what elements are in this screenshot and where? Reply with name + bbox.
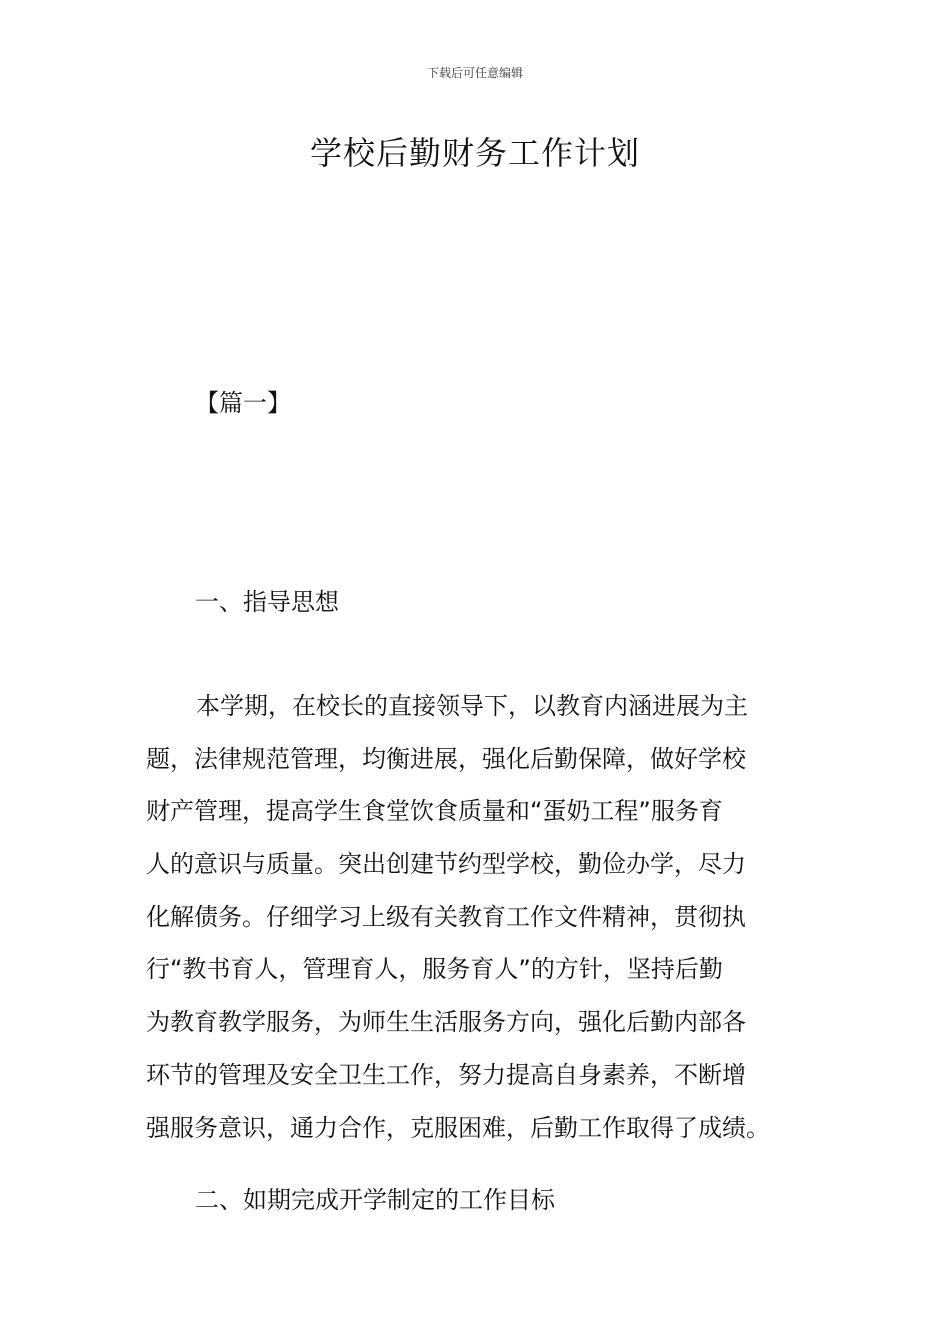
part-label: 【篇一】 (195, 389, 291, 417)
paragraph-line: 为教育教学服务，为师生生活服务方向，强化后勤内部各 (146, 1008, 746, 1037)
paragraph-line: 化解债务。仔细学习上级有关教育工作文件精神，贯彻执 (146, 902, 746, 931)
paragraph-line: 本学期，在校长的直接领导下，以教育内涵进展为主 (196, 692, 748, 720)
section-heading-work-goals: 二、如期完成开学制定的工作目标 (195, 1186, 555, 1214)
section-body-paragraph (146, 680, 816, 1154)
paragraph-line: 题，法律规范管理，均衡进展，强化后勤保障，做好学校 (146, 744, 746, 773)
paragraph-line: 环节的管理及安全卫生工作，努力提高自身素养，不断增 (146, 1060, 746, 1089)
paragraph-line: 财产管理，提高学生食堂饮食质量和“蛋奶工程”服务育 (146, 797, 723, 826)
paragraph-line: 强服务意识，通力合作，克服困难，后勤工作取得了成绩。 (146, 1113, 770, 1142)
header-note: 下载后可任意编辑 (426, 66, 523, 80)
section-heading-guiding-ideology: 一、指导思想 (195, 588, 339, 616)
paragraph-line: 人的意识与质量。突出创建节约型学校，勤俭办学，尽力 (146, 850, 746, 879)
document-title: 学校后勤财务工作计划 (309, 134, 640, 172)
paragraph-line: 行“教书育人，管理育人，服务育人”的方针，坚持后勤 (146, 955, 723, 984)
